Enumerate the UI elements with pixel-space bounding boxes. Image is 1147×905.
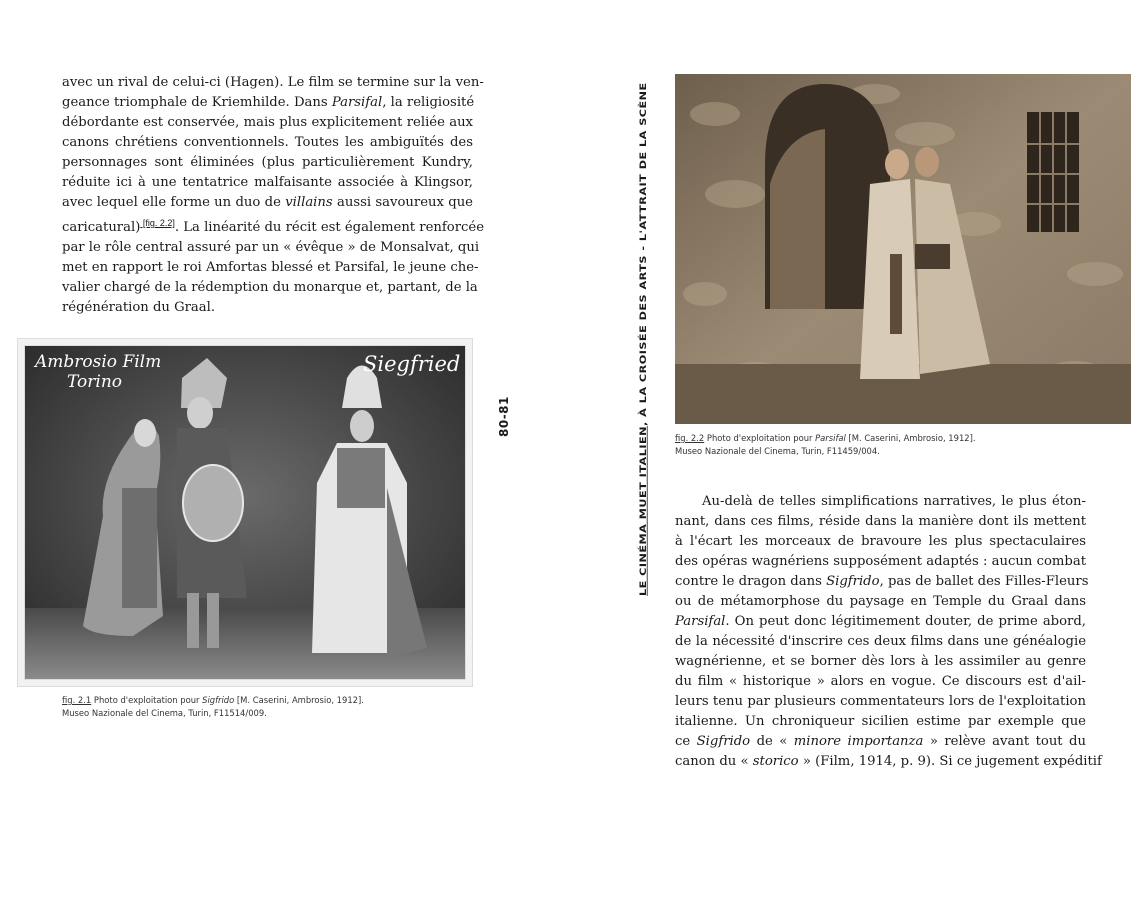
running-head: LE CINÉMA MUET ITALIEN, À LA CROISÉE DES ARTS - L'ATTRAIT DE LA SCÈNE [638, 82, 649, 596]
text-line: de la nécessité d'inscrire ces deux films dans une généalogie [675, 634, 1086, 649]
text-line: contre le dragon dans Sigfrido, pas de ballet des Filles-Fleurs [675, 574, 1089, 589]
photo-caption-ambrosio: Ambrosio Film Torino [35, 352, 162, 392]
text-line: des opéras wagnériens supposément adaptés : aucun combat [675, 554, 1086, 569]
text-line: canon du « storico » (Film, 1914, p. 9). Si ce jugement expéditif [675, 754, 1102, 769]
text-line: valier chargé de la rédemption du monarque et, partant, de la [62, 280, 478, 295]
right-paragraph [675, 492, 1102, 772]
text-line: italienne. Un chroniqueur sicilien estime par exemple que [675, 714, 1086, 729]
text-line: personnages sont éliminées (plus particulièrement Kundry, [62, 155, 473, 170]
text-line: à l'écart les morceaux de bravoure les plus spectaculaires [675, 534, 1086, 549]
text-line: met en rapport le roi Amfortas blessé et Parsifal, le jeune che- [62, 260, 479, 275]
text-line: Parsifal. On peut donc légitimement douter, de prime abord, [675, 614, 1086, 629]
figure-label: fig. 2.1 [62, 695, 92, 705]
text-line: réduite ici à une tentatrice malfaisante associée à Klingsor, [62, 175, 473, 190]
parsifal-photo [675, 74, 1131, 424]
text-line: débordante est conservée, mais plus explicitement reliée aux [62, 115, 473, 130]
text-line: régénération du Graal. [62, 300, 216, 315]
text-line: du film « historique » alors en vogue. Ce discours est d'ail- [675, 674, 1086, 689]
text-line: Au-delà de telles simplifications narratives, le plus éton- [702, 494, 1086, 509]
figure-2-1-caption: fig. 2.1 Photo d'exploitation pour Sigfrido [M. Caserini, Ambrosio, 1912]. Museo Nazionale del Cinema, Turin, F11514/009. [62, 695, 364, 718]
text-line: avec un rival de celui-ci (Hagen). Le film se termine sur la ven- [62, 75, 484, 90]
photo-caption-siegfried: Siegfried [363, 352, 461, 376]
figure-label: fig. 2.2 [675, 433, 705, 443]
text-line: avec lequel elle forme un duo de villains aussi savoureux que [62, 195, 473, 210]
text-line: ou de métamorphose du paysage en Temple du Graal dans [675, 594, 1086, 609]
figure-2-2-caption: fig. 2.2 Photo d'exploitation pour Parsifal [M. Caserini, Ambrosio, 1912]. Museo Nazionale del Cinema, Turin, F11459/004. [675, 433, 976, 456]
text-line: caricatural) [fig. 2.2]. La linéarité du récit est également renforcée [62, 218, 485, 235]
figure-reference[interactable]: [fig. 2.2] [140, 218, 175, 228]
text-line: ce Sigfrido de « minore importanza » relève avant tout du [675, 734, 1086, 749]
text-line: geance triomphale de Kriemhilde. Dans Parsifal, la religiosité [62, 95, 475, 110]
left-paragraph [62, 73, 485, 318]
text-line: leurs tenu par plusieurs commentateurs lors de l'exploitation [675, 694, 1086, 709]
text-line: canons chrétiens conventionnels. Toutes les ambiguïtés des [62, 135, 473, 150]
text-line: par le rôle central assuré par un « évêque » de Monsalvat, qui [62, 240, 480, 255]
text-line: wagnérienne, et se borner dès lors à les assimiler au genre [675, 654, 1086, 669]
text-line: nant, dans ces films, réside dans la manière dont ils mettent [675, 514, 1086, 529]
page-numbers: 80-81 [497, 396, 511, 437]
siegfried-photo [17, 338, 473, 687]
